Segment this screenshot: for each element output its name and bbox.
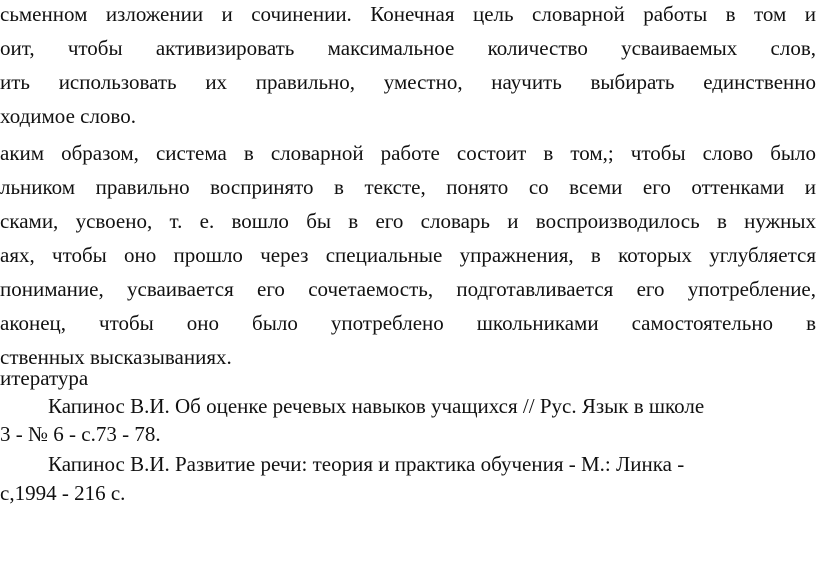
paragraph-1-line-3: ить использовать их правильно, уместно, научить выбирать единственно — [0, 70, 816, 94]
paragraph-1-line-1: сьменном изложении и сочинении. Конечная цель словарной работы в том и — [0, 2, 816, 26]
paragraph-1-line-2: оит, чтобы активизировать максимальное количество усваиваемых слов, — [0, 36, 816, 60]
paragraph-2-line-2: льником правильно воспринято в тексте, понято со всеми его оттенками и — [0, 175, 816, 199]
reference-2-line-2: с,1994 - 216 с. — [0, 481, 126, 505]
paragraph-2-line-7: ственных высказываниях. — [0, 345, 232, 369]
paragraph-2-line-1: аким образом, система в словарной работе состоит в том,; чтобы слово было — [0, 141, 816, 165]
paragraph-2-line-6: аконец, чтобы оно было употреблено школьниками самостоятельно в — [0, 311, 816, 335]
reference-2-line-1: Капинос В.И. Развитие речи: теория и практика обучения - М.: Линка - — [48, 452, 685, 476]
paragraph-2-line-3: сками, усвоено, т. е. вошло бы в его словарь и воспроизводилось в нужных — [0, 209, 816, 233]
paragraph-2-line-5: понимание, усваивается его сочетаемость, подготавливается его употребление, — [0, 277, 816, 301]
paragraph-2-line-4: аях, чтобы оно прошло через специальные упражнения, в которых углубляется — [0, 243, 816, 267]
literature-heading: итература — [0, 366, 89, 390]
reference-1-line-2: 3 - № 6 - с.73 - 78. — [0, 422, 161, 446]
paragraph-1-line-4: ходимое слово. — [0, 104, 136, 128]
reference-1-line-1: Капинос В.И. Об оценке речевых навыков учащихся // Рус. Язык в школе — [48, 394, 705, 418]
